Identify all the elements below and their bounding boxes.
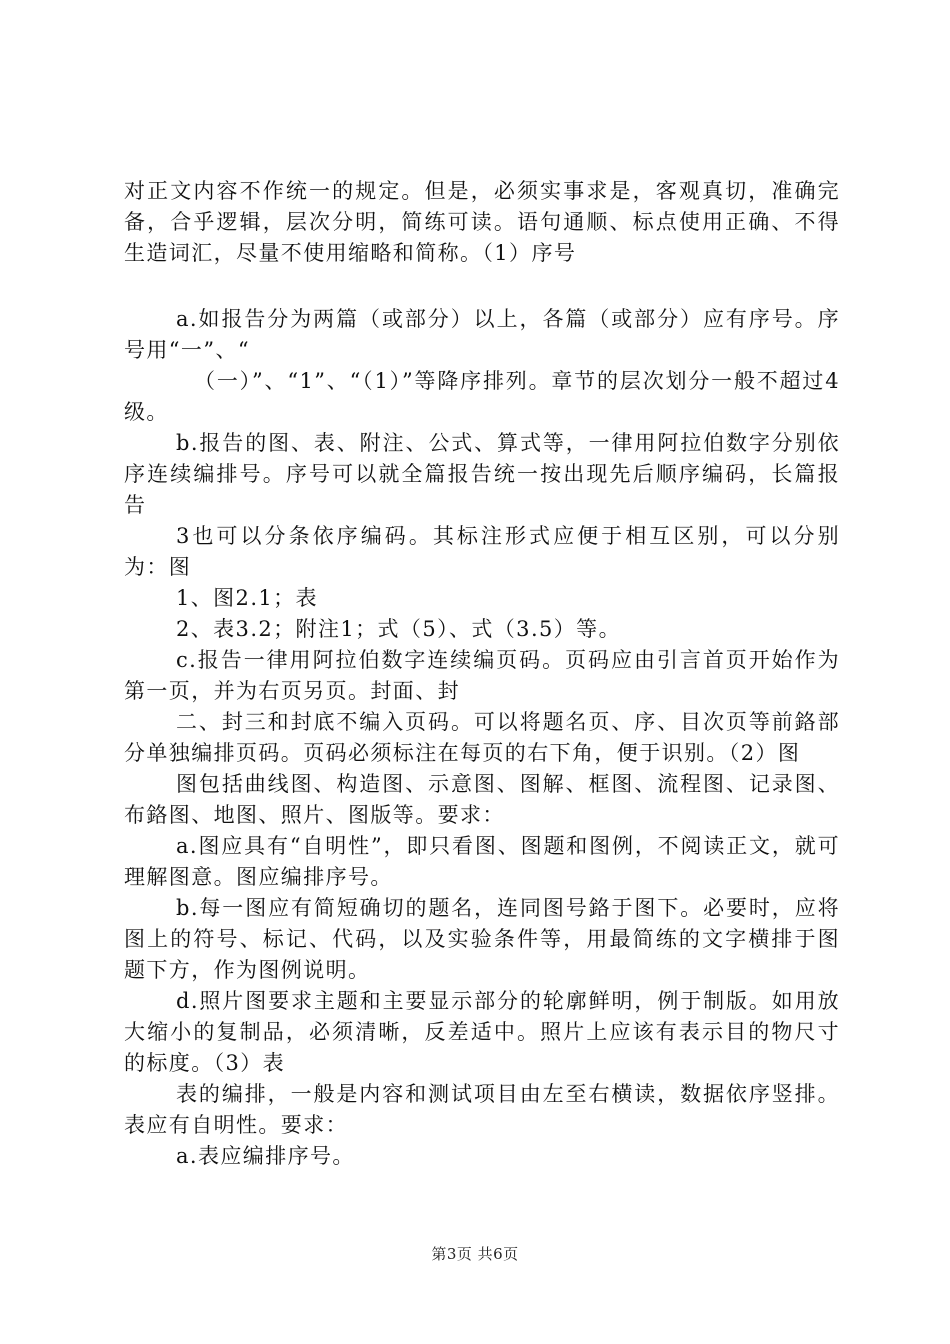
paragraph-figures-b: b.每一图应有简短确切的题名，连同图号鉻于图下。必要时，应将图上的符号、标记、代码，以及实验条件等，用最简练的文字横排于图题下方，作为图例说明。 (124, 896, 840, 982)
paragraph-figures-d: d.照片图要求主题和主要显示部分的轮廓鲜明，例于制版。如用放大缩小的复制品，必须清晰，反差适中。照片上应该有表示目的物尺寸的标度。（3）表 (124, 989, 840, 1075)
paragraph-numbering-b: b.报告的图、表、附注、公式、算式等，一律用阿拉伯数字分别依序连续编排号。序号可以就全篇报告统一按出现先后顺序编码，长篇报告 (124, 431, 840, 517)
paragraph-figures-a: a.图应具有“自明性”，即只看图、图题和图例，不阅读正文，就可理解图意。图应编排序号。 (124, 834, 840, 889)
paragraph-figures-intro: 图包括曲线图、构造图、示意图、图解、框图、流程图、记录图、布鉻图、地图、照片、图版等。要求： (124, 772, 840, 827)
paragraph-figure-example: 1、图2.1；表 (176, 586, 318, 610)
paragraph-intro: 对正文内容不作统一的规定。但是，必须实事求是，客观真切，准确完备，合乎逻辑，层次分明，简练可读。语句通顺、标点使用正确、不得生造词汇，尽量不使用缩略和简称。（1）序号 (124, 179, 840, 265)
paragraph-numbering-order: （一）”、“1”、“（1）”等降序排列。章节的层次划分一般不超过4级。 (124, 369, 840, 424)
paragraph-numbering-b-cont: 3也可以分条依序编码。其标注形式应便于相互区别，可以分别为：图 (124, 524, 840, 579)
paragraph-pagination-cont: 二、封三和封底不编入页码。可以将题名页、序、目次页等前鉻部分单独编排页码。页码必须标注在每页的右下角，便于识别。（2）图 (124, 710, 840, 765)
paragraph-tables-a: a.表应编排序号。 (176, 1144, 355, 1168)
paragraph-tables-intro: 表的编排，一般是内容和测试项目由左至右横读，数据依序竖排。表应有自明性。要求： (124, 1082, 840, 1137)
paragraph-table-example: 2、表3.2；附注1；式（5）、式（3.5）等。 (176, 617, 621, 641)
paragraph-pagination-c: c.报告一律用阿拉伯数字连续编页码。页码应由引言首页开始作为第一页，并为右页另页。封面、封 (124, 648, 840, 703)
document-body (124, 176, 840, 1172)
paragraph-numbering-a: a.如报告分为两篇（或部分）以上，各篇（或部分）应有序号。序号用“一”、“ (124, 307, 840, 362)
page-footer: 第3页 共6页 (431, 1245, 519, 1263)
